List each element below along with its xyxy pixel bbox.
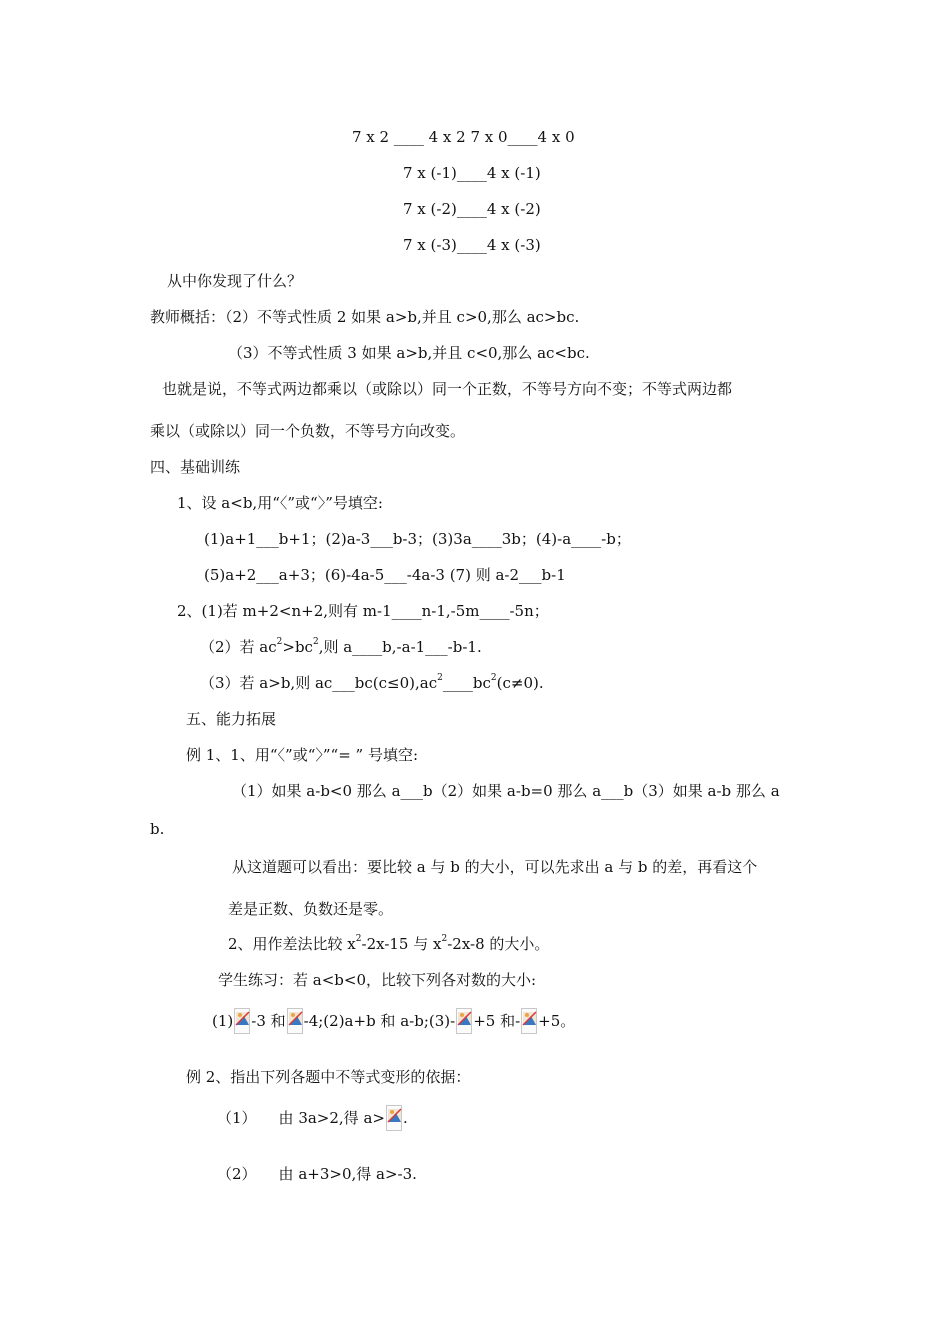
section-5-title: 五、能力拓展 <box>186 710 277 728</box>
example-1-note-2: 差是正数、负数还是零。 <box>228 900 394 918</box>
teacher-summary-line-1: 教师概括：（2）不等式性质 2 如果 a>b,并且 c>0,那么 ac>bc. <box>150 308 580 326</box>
practice-items <box>212 1008 575 1034</box>
broken-image-icon <box>521 1008 537 1034</box>
item-text: 由 3a>2,得 a> <box>278 1109 385 1127</box>
practice-part-1: (1) <box>212 1012 234 1030</box>
explanation-line-1: 也就是说，不等式两边都乘以（或除以）同一个正数，不等号方向不变；不等式两边都 <box>162 380 733 398</box>
superscript-2: 2 <box>276 637 283 647</box>
q1-line-2: (5)a+2___a+3；(6)-4a-5___-4a-3 (7) 则 a-2___b-1 <box>204 566 566 584</box>
superscript-2: 2 <box>312 637 319 647</box>
broken-image-icon <box>234 1008 250 1034</box>
q2-line-3-part-c: (c≠0). <box>496 674 544 692</box>
superscript-2: 2 <box>441 934 448 944</box>
q2-line-1: 2、(1)若 m+2<n+2,则有 m-1____n-1,-5m____-5n； <box>177 602 549 620</box>
teacher-summary-line-2: （3）不等式性质 3 如果 a>b,并且 c<0,那么 ac<bc. <box>228 344 590 362</box>
example-1-line-1: （1）如果 a-b<0 那么 a___b（2）如果 a-b=0 那么 a___b（3）如果 a-b 那么 a <box>232 782 780 800</box>
superscript-2: 2 <box>355 934 362 944</box>
practice-part-5: +5。 <box>538 1012 576 1030</box>
practice-part-4: +5 和- <box>473 1012 521 1030</box>
compare-row-1: 7 x 2 ____ 4 x 2 7 x 0____4 x 0 <box>352 128 575 146</box>
compare-row-3: 7 x (-2)____4 x (-2) <box>403 200 541 218</box>
broken-image-icon <box>456 1008 472 1034</box>
broken-image-icon <box>386 1105 402 1131</box>
example-2-item-1 <box>217 1105 408 1131</box>
discovery-question: 从中你发现了什么？ <box>167 272 303 290</box>
example-1-line-2: b. <box>150 820 165 838</box>
q-part-b: -2x-15 与 x <box>361 935 442 953</box>
broken-image-icon <box>287 1008 303 1034</box>
example-2-item-2 <box>217 1164 417 1184</box>
q1-title: 1、设 a<b,用“〈”或“〉”号填空: <box>177 494 383 512</box>
item-number: （2） <box>217 1165 257 1183</box>
compare-row-2: 7 x (-1)____4 x (-1) <box>403 164 541 182</box>
example-1-question-2 <box>228 934 549 954</box>
q2-line-3 <box>200 673 544 693</box>
practice-part-3: -4;(2)a+b 和 a-b;(3)- <box>303 1012 456 1030</box>
superscript-2: 2 <box>437 673 443 683</box>
example-2-title: 例 2、指出下列各题中不等式变形的依据： <box>186 1068 471 1086</box>
item-end: . <box>402 1109 408 1127</box>
item-text: 由 a+3>0,得 a>-3. <box>278 1165 417 1183</box>
q-part-a: 2、用作差法比较 x <box>228 935 356 953</box>
q2-line-2-part-b: >bc <box>282 638 313 656</box>
practice-part-2: -3 和 <box>251 1012 286 1030</box>
q1-line-1: (1)a+1___b+1；(2)a-3___b-3；(3)3a____3b；(4)-a____-b； <box>204 530 631 548</box>
q2-line-2-part-c: ,则 a____b,-a-1___-b-1. <box>318 638 482 656</box>
q2-line-3-part-a: （3）若 a>b,则 ac___bc(c≤0),ac <box>200 674 438 692</box>
q2-line-2-part-a: （2）若 ac <box>200 638 277 656</box>
q-part-c: -2x-8 的大小。 <box>447 935 550 953</box>
example-1-title: 例 1、1、用“〈”或“〉”“= ” 号填空: <box>186 746 419 764</box>
explanation-line-2: 乘以（或除以）同一个负数，不等号方向改变。 <box>150 422 466 440</box>
q2-line-3-part-b: ____bc <box>442 674 491 692</box>
compare-row-4: 7 x (-3)____4 x (-3) <box>403 236 541 254</box>
q2-line-2 <box>200 637 482 657</box>
item-number: （1） <box>217 1109 257 1127</box>
example-1-note-1: 从这道题可以看出：要比较 a 与 b 的大小，可以先求出 a 与 b 的差，再看这个 <box>232 858 758 876</box>
section-4-title: 四、基础训练 <box>150 458 241 476</box>
student-practice: 学生练习：若 a<b<0，比较下列各对数的大小: <box>218 971 537 989</box>
superscript-2: 2 <box>490 673 497 683</box>
